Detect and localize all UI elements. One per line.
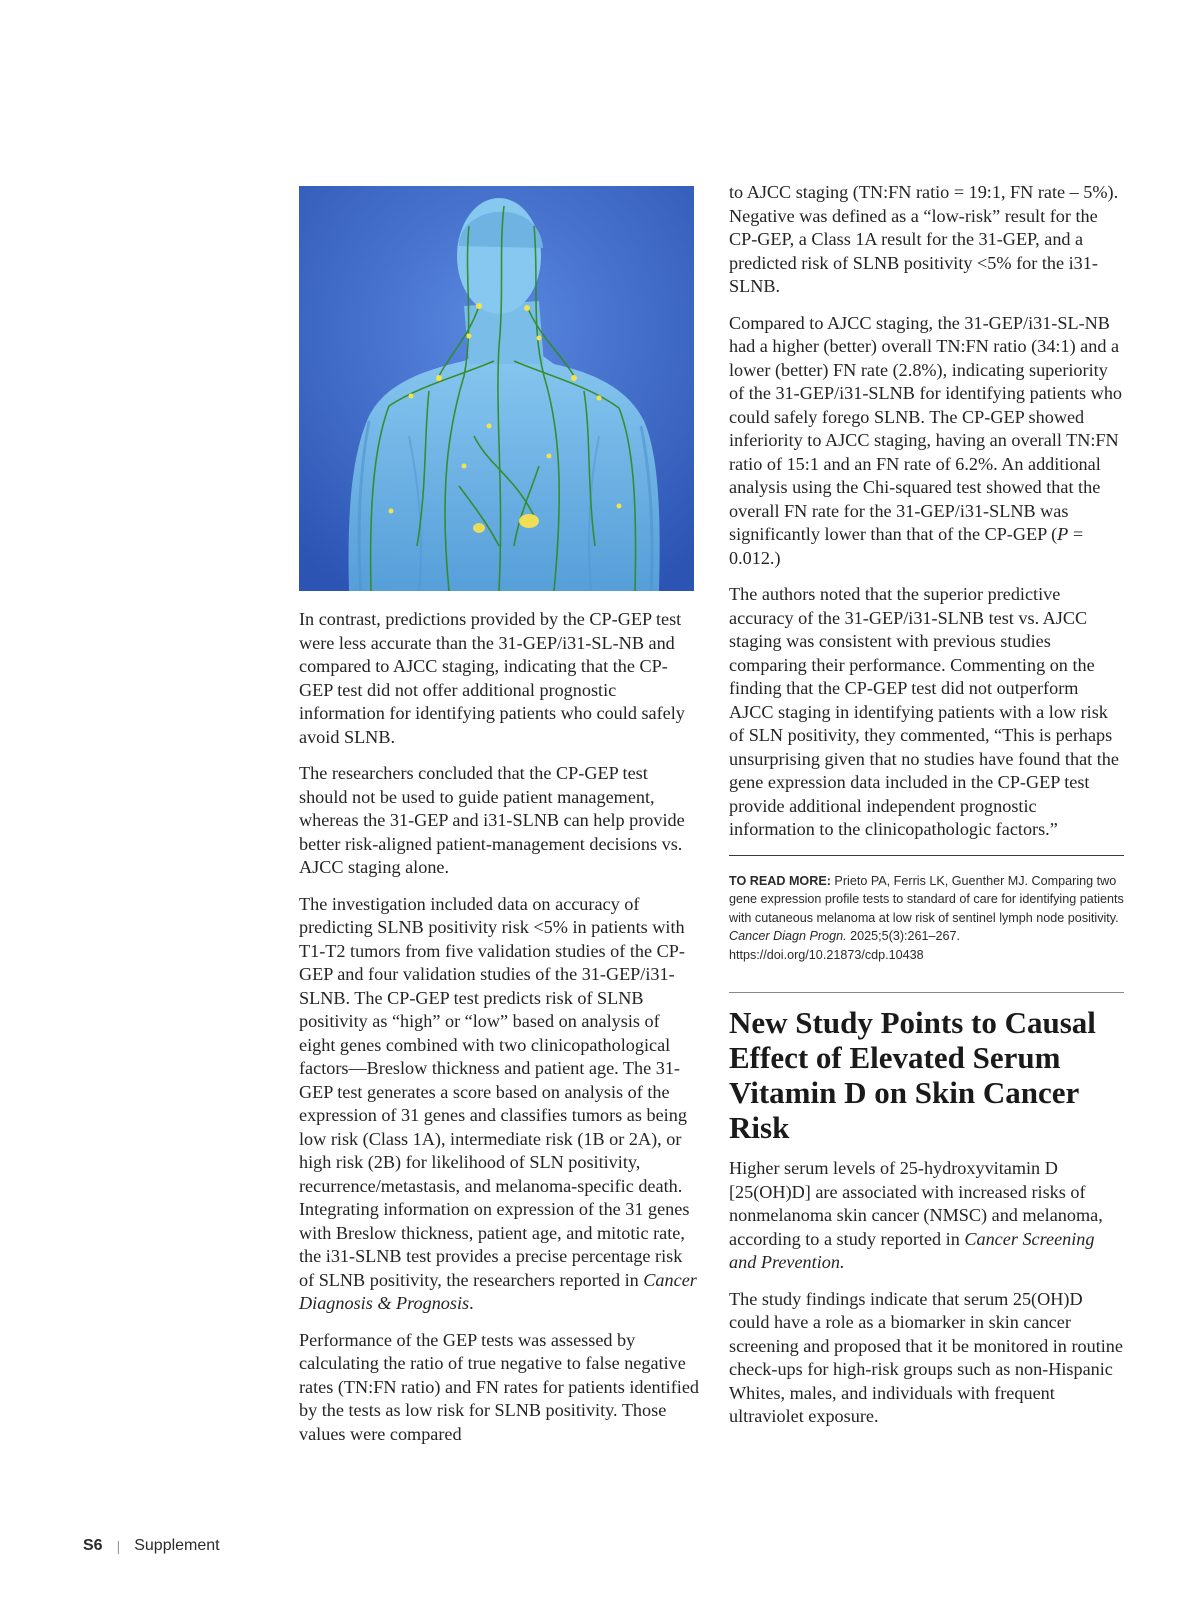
read-more-doi[interactable]: 2025;5(3):261–267. https://doi.org/10.21873/cdp.10438 [729, 929, 961, 962]
right-column [729, 181, 1124, 1442]
journal-name-2: Cancer Screening and Prevention. [729, 1228, 1095, 1272]
left-paragraph-3-end: . [469, 1293, 474, 1313]
left-paragraph-4: Performance of the GEP tests was assessed by calculating the ratio of true negative to false negative rates (TN:FN ratio) and FN rates for patients identified by the tests as low risk for SLNB positivity. Those values were compared [299, 1329, 700, 1444]
right-paragraph-4-text: Higher serum levels of 25-hydroxyvitamin D [25(OH)D] are associated with increased risks of nonmelanoma skin cancer (NMSC) and melanoma, according to a study reported in [729, 1158, 1103, 1249]
right-paragraph-1: to AJCC staging (TN:FN ratio = 19:1, FN rate – 5%). Negative was defined as a “low-risk” result for the CP-GEP, a Class 1A result for the 31-GEP, and a predicted risk of SLNB positivity <5% for the i31-SLNB. [729, 182, 1119, 296]
footer-separator: | [116, 1538, 121, 1554]
read-more-citation: Prieto PA, Ferris LK, Guenther MJ. Comparing two gene expression profile tests to standard of care for identifying patients with cutaneous melanoma at low risk of sentinel lymph node positivity. [729, 873, 1124, 925]
section-label: Supplement [134, 1537, 220, 1554]
page-number: S6 [83, 1537, 103, 1554]
left-column [299, 186, 699, 1459]
right-paragraph-2 [729, 312, 1124, 571]
read-more-reference [729, 872, 1124, 965]
lymphatic-system-illustration [299, 186, 694, 591]
right-paragraph-5: The study findings indicate that serum 25(OH)D could have a role as a biomarker in skin cancer screening and proposed that it be monitored in routine check-ups for high-risk groups such as non-Hispanic Whites, males, and individuals with frequent ultraviolet exposure. [729, 1288, 1123, 1426]
article-headline: New Study Points to Causal Effect of Elevated Serum Vitamin D on Skin Cancer Risk [729, 1005, 1096, 1145]
right-paragraph-4 [729, 1157, 1124, 1275]
left-paragraph-1: In contrast, predictions provided by the CP-GEP test were less accurate than the 31-GEP/i31-SL-NB and compared to AJCC staging, indicating that the CP-GEP test did not offer additional prognostic information for identifying patients who could safely avoid SLNB. [299, 609, 685, 747]
journal-name: Cancer Diagnosis & Prognosis [299, 1269, 697, 1313]
read-more-divider [729, 855, 1124, 856]
page-footer [83, 1537, 220, 1555]
right-paragraph-3: The authors noted that the superior predictive accuracy of the 31-GEP/i31-SLNB test vs. AJCC staging was consistent with previous studies comparing their performance. Commenting on the finding that the CP-GEP test did not outperform AJCC staging in identifying patients with a low risk of SLN positivity, they commented, “This is perhaps unsurprising given that no studies have found that the gene expression data included in the CP-GEP test provide additional independent prognostic information to the clinicopathologic factors.” [729, 584, 1119, 839]
read-more-label: TO READ MORE: [729, 873, 831, 888]
right-paragraph-2-text: Compared to AJCC staging, the 31-GEP/i31-SL-NB had a higher (better) overall TN:FN ratio (34:1) and a lower (better) FN rate (2.8%), indicating superiority of the 31-GEP/i31-SLNB for identifying patients who could safely forego SLNB. The CP-GEP showed inferiority to AJCC staging, having an overall TN:FN ratio of 15:1 and an FN rate of 6.2%. An additional analysis using the Chi-squared test showed that the overall FN rate for the 31-GEP/i31-SLNB was significantly lower than that of the CP-GEP ( [729, 312, 1123, 544]
left-paragraph-3-text: The investigation included data on accuracy of predicting SLNB positivity risk <5% in patients with T1-T2 tumors from five validation studies of the CP-GEP and four validation studies of the 31-GEP/i31-SLNB. The CP-GEP test predicts risk of SLNB positivity as “high” or “low” based on analysis of eight genes combined with two clinicopathological factors—Breslow thickness and patient age. The 31-GEP test generates a score based on analysis of the expression of 31 genes and classifies tumors as being low risk (Class 1A), intermediate risk (1B or 2A), or high risk (2B) for likelihood of SLN positivity, recurrence/metastasis, and melanoma-specific death. Integrating information on expression of the 31 genes with Breslow thickness, patient age, and mitotic rate, the i31-SLNB test provides a precise percentage risk of SLNB positivity, the researchers reported in [299, 893, 690, 1290]
article-divider [729, 992, 1124, 993]
left-paragraph-3 [299, 893, 699, 1316]
left-paragraph-2: The researchers concluded that the CP-GEP test should not be used to guide patient management, whereas the 31-GEP and i31-SLNB can help provide better risk-aligned patient-management decisions vs. AJCC staging alone. [299, 763, 685, 877]
right-paragraph-2-end: = 0.012.) [729, 524, 1084, 568]
p-value-symbol: P [1057, 524, 1069, 544]
read-more-journal: Cancer Diagn Progn. [729, 929, 847, 943]
